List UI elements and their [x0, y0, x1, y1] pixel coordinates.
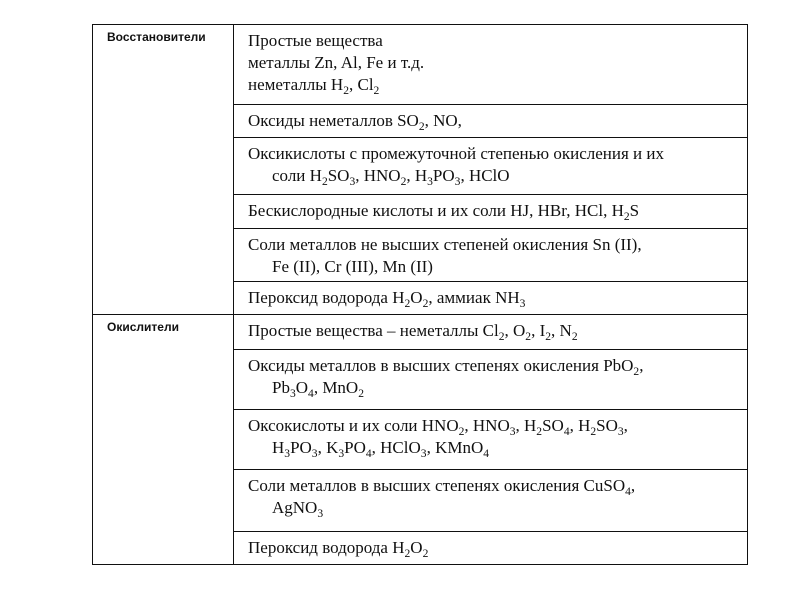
cell-line — [248, 110, 741, 132]
substance-cell — [234, 350, 748, 410]
text-segment: , H — [406, 166, 428, 185]
subscript: 3 — [338, 447, 345, 461]
subscript: 2 — [404, 297, 411, 311]
cell-line — [248, 475, 741, 497]
text-segment: соли H — [272, 166, 322, 185]
text-segment: , I — [531, 321, 546, 340]
text-segment: Пероксид водорода H — [248, 538, 405, 557]
subscript: 2 — [321, 175, 328, 189]
subscript: 2 — [525, 330, 532, 344]
subscript: 4 — [625, 485, 631, 499]
subscript: 3 — [289, 387, 296, 401]
substance-cell — [234, 138, 748, 195]
subscript: 3 — [311, 447, 318, 461]
text-segment: Соли металлов в высших степенях окисления CuSO — [248, 476, 626, 495]
text-segment: Оксиды металлов в высших степенях окисления PbO — [248, 356, 634, 375]
text-segment: H — [272, 438, 285, 457]
text-segment: Оксикислоты с промежуточной степенью окисления и их — [248, 144, 665, 163]
substance-cell — [234, 315, 748, 350]
subscript: 3 — [519, 297, 526, 311]
subscript: 4 — [563, 425, 570, 439]
text-segment: , KMnO — [426, 438, 484, 457]
text-segment: , — [623, 416, 628, 435]
text-segment: PO — [290, 438, 312, 457]
subscript: 3 — [454, 175, 461, 189]
cell-line — [248, 287, 741, 309]
subscript: 3 — [284, 447, 291, 461]
subscript: 3 — [420, 447, 427, 461]
text-segment: , — [639, 356, 644, 375]
subscript: 2 — [623, 210, 630, 224]
subscript: 2 — [343, 84, 349, 98]
cell-line — [248, 415, 741, 437]
text-segment: , H — [515, 416, 537, 435]
text-segment: Fe (II), Cr (III), Mn (II) — [272, 257, 433, 276]
text-segment: Соли металлов не высших степеней окисления Sn (II), — [248, 235, 642, 254]
table-body — [93, 25, 748, 565]
substance-cell — [234, 195, 748, 229]
cell-line — [248, 165, 741, 187]
text-segment: , HNO — [355, 166, 401, 185]
text-segment: Простые вещества — [248, 31, 383, 50]
cell-line — [248, 355, 741, 377]
substance-cell — [234, 532, 748, 565]
substance-cell — [234, 105, 748, 138]
text-segment: SO — [542, 416, 564, 435]
subscript: 2 — [418, 120, 425, 134]
text-segment: , K — [317, 438, 339, 457]
text-segment: SO — [327, 166, 350, 185]
subscript: 2 — [373, 84, 380, 98]
subscript: 3 — [617, 425, 624, 439]
text-segment: S — [629, 201, 640, 220]
text-segment: , N — [551, 321, 572, 340]
subscript: 4 — [483, 447, 490, 461]
text-segment: , MnO — [313, 378, 359, 397]
subscript: 2 — [590, 425, 597, 439]
text-segment: PO — [432, 166, 455, 185]
subscript: 2 — [358, 387, 364, 401]
cell-line — [248, 497, 741, 519]
text-segment: Бескислородные кислоты и их соли HJ, HBr, HCl, H — [248, 201, 624, 220]
text-segment: O — [410, 538, 423, 557]
substance-cell — [234, 229, 748, 282]
text-segment: SO — [596, 416, 618, 435]
text-segment: , HClO — [460, 166, 510, 185]
subscript: 2 — [422, 297, 429, 311]
cell-line — [248, 437, 741, 459]
subscript: 2 — [633, 365, 640, 379]
subscript: 2 — [400, 175, 407, 189]
cell-line — [248, 377, 741, 399]
category-cell: Окислители — [93, 315, 234, 565]
substance-cell — [234, 25, 748, 105]
subscript: 2 — [458, 425, 465, 439]
text-segment: , — [630, 476, 636, 495]
text-segment: O — [295, 378, 309, 397]
cell-line — [248, 143, 741, 165]
text-segment: неметаллы H — [248, 75, 344, 94]
cell-line — [248, 30, 741, 52]
subscript: 2 — [404, 547, 411, 561]
cell-line — [248, 74, 741, 96]
text-segment: , NO, — [424, 111, 462, 130]
category-cell: Восстановители — [93, 25, 234, 315]
subscript: 2 — [498, 330, 505, 344]
subscript: 3 — [427, 175, 433, 189]
substance-cell — [234, 282, 748, 315]
cell-line — [248, 320, 741, 342]
text-segment: , O — [504, 321, 526, 340]
text-segment: AgNO — [272, 498, 318, 517]
text-segment: , H — [569, 416, 591, 435]
substance-cell — [234, 410, 748, 470]
subscript: 2 — [545, 330, 552, 344]
cell-line — [248, 234, 741, 256]
text-segment: Оксиды неметаллов SO — [248, 111, 419, 130]
redox-agents-table — [92, 24, 748, 565]
text-segment: Пероксид водорода H — [248, 288, 405, 307]
text-segment: O — [410, 288, 423, 307]
text-segment: , Cl — [348, 75, 374, 94]
text-segment: Простые вещества – неметаллы Cl — [248, 321, 499, 340]
subscript: 4 — [365, 447, 372, 461]
cell-line — [248, 256, 741, 278]
subscript: 2 — [571, 330, 578, 344]
text-segment: Оксокислоты и их соли HNO — [248, 416, 459, 435]
text-segment: , HNO — [464, 416, 510, 435]
text-segment: PO — [344, 438, 366, 457]
cell-line — [248, 200, 741, 222]
subscript: 2 — [422, 547, 429, 561]
text-segment: металлы Zn, Al, Fe и т.д. — [248, 53, 425, 72]
text-segment: , аммиак NH — [428, 288, 520, 307]
subscript: 3 — [509, 425, 516, 439]
subscript: 2 — [536, 425, 543, 439]
cell-line — [248, 52, 741, 74]
text-segment: Pb — [272, 378, 290, 397]
table-row — [93, 25, 748, 105]
cell-line — [248, 537, 741, 559]
subscript: 3 — [349, 175, 356, 189]
text-segment: , HClO — [371, 438, 421, 457]
table-row — [93, 315, 748, 350]
subscript: 4 — [308, 387, 314, 401]
subscript: 3 — [317, 507, 324, 521]
substance-cell — [234, 470, 748, 532]
